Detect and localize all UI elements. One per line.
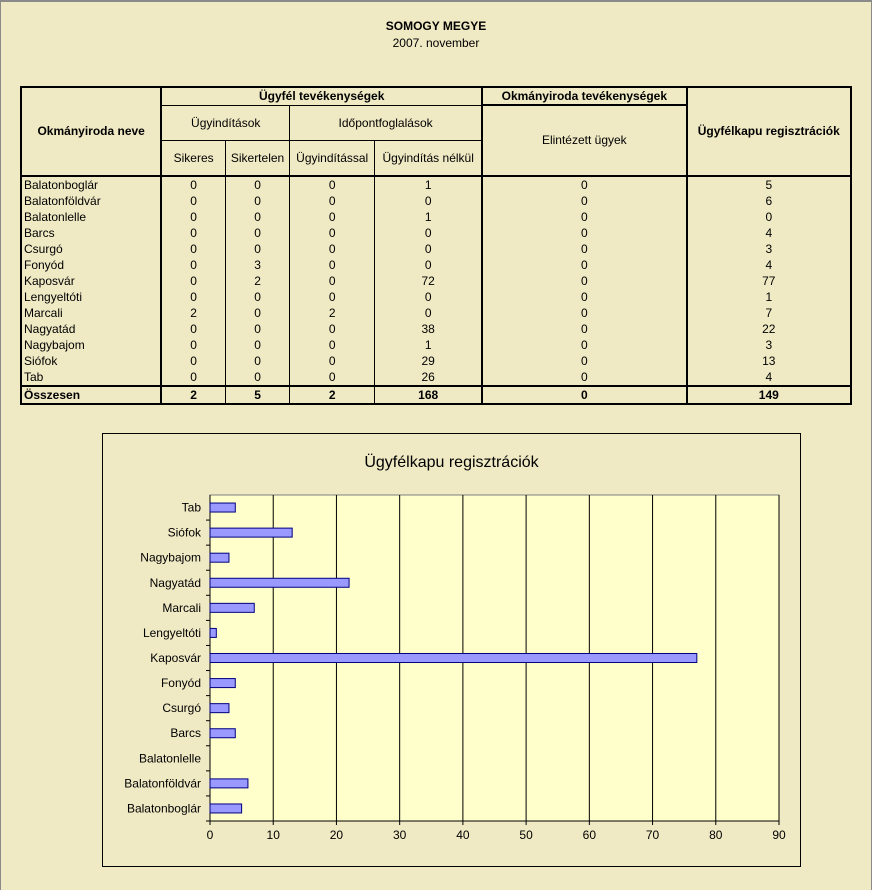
x-tick-label: 80 — [709, 828, 723, 842]
value-cell: 0 — [290, 241, 375, 257]
y-category-label: Tab — [181, 500, 201, 515]
header-unsuccessful: Sikertelen — [225, 140, 289, 176]
value-cell: 2 — [225, 273, 289, 289]
x-tick-label: 0 — [206, 828, 214, 842]
value-cell: 0 — [290, 209, 375, 225]
table-row — [21, 337, 851, 353]
value-cell: 0 — [290, 257, 375, 273]
bar — [210, 603, 254, 612]
value-cell: 0 — [161, 337, 225, 353]
office-name-cell: Fonyód — [24, 257, 65, 272]
office-name-cell: Barcs — [24, 225, 55, 240]
value-cell: 0 — [482, 225, 686, 241]
office-name-cell: Balatonföldvár — [24, 193, 101, 208]
value-cell: 13 — [687, 353, 851, 369]
bar — [210, 679, 235, 688]
y-category-label: Lengyeltóti — [142, 625, 201, 640]
value-cell: 0 — [290, 353, 375, 369]
table-row — [21, 225, 851, 241]
office-name-cell: Balatonlelle — [24, 209, 87, 224]
value-cell: 1 — [687, 289, 851, 305]
bar — [210, 503, 235, 512]
value-cell: 0 — [225, 289, 289, 305]
value-cell: 0 — [225, 305, 289, 321]
value-cell: 1 — [375, 337, 482, 353]
value-cell: 0 — [375, 241, 482, 257]
bar — [210, 804, 242, 813]
bar — [210, 553, 229, 562]
value-cell: 0 — [687, 209, 851, 225]
x-tick-label: 60 — [582, 828, 597, 842]
value-cell: 0 — [225, 353, 289, 369]
window-top-border — [0, 0, 872, 2]
y-category-label: Marcali — [162, 600, 201, 615]
value-cell: 0 — [225, 321, 289, 337]
value-cell: 29 — [375, 353, 482, 369]
value-cell: 0 — [482, 321, 686, 337]
value-cell: 0 — [161, 289, 225, 305]
x-tick-label: 90 — [772, 828, 786, 842]
value-cell: 0 — [482, 386, 686, 404]
y-category-label: Nagybajom — [140, 550, 201, 565]
value-cell: 0 — [290, 193, 375, 209]
value-cell: 0 — [161, 193, 225, 209]
value-cell: 2 — [161, 386, 225, 404]
y-category-label: Balatonboglár — [126, 801, 201, 816]
value-cell: 0 — [375, 305, 482, 321]
chart-panel — [102, 433, 801, 867]
value-cell: 0 — [161, 257, 225, 273]
value-cell: 0 — [290, 225, 375, 241]
value-cell: 38 — [375, 321, 482, 337]
value-cell: 0 — [375, 193, 482, 209]
value-cell: 2 — [290, 386, 375, 404]
total-row — [21, 386, 851, 404]
x-tick-label: 10 — [266, 828, 280, 842]
value-cell: 3 — [687, 337, 851, 353]
value-cell: 0 — [482, 369, 686, 386]
value-cell: 5 — [225, 386, 289, 404]
value-cell: 0 — [290, 273, 375, 289]
value-cell: 0 — [225, 225, 289, 241]
office-name-cell: Nagybajom — [24, 337, 85, 352]
value-cell: 4 — [687, 369, 851, 386]
value-cell: 0 — [375, 257, 482, 273]
value-cell: 0 — [225, 241, 289, 257]
y-category-label: Csurgó — [162, 701, 201, 716]
bar — [210, 704, 229, 713]
value-cell: 0 — [161, 273, 225, 289]
header-office-activities: Okmányiroda tevékenységek — [482, 87, 686, 105]
value-cell: 149 — [687, 386, 851, 404]
value-cell: 0 — [290, 289, 375, 305]
header-without-launch: Ügyindítás nélkül — [375, 140, 482, 176]
bar — [210, 628, 216, 637]
office-name-cell: Siófok — [24, 353, 58, 368]
table-row — [21, 257, 851, 273]
value-cell: 0 — [482, 193, 686, 209]
value-cell: 7 — [687, 305, 851, 321]
value-cell: 0 — [161, 369, 225, 386]
value-cell: 0 — [482, 241, 686, 257]
bar — [210, 729, 235, 738]
header-portal-registrations: Ügyfélkapu regisztrációk — [687, 87, 851, 176]
value-cell: 0 — [482, 176, 686, 193]
value-cell: 0 — [225, 337, 289, 353]
header-bookings: Időpontfoglalások — [290, 105, 482, 140]
value-cell: 0 — [482, 305, 686, 321]
value-cell: 0 — [482, 257, 686, 273]
table-row — [21, 209, 851, 225]
value-cell: 22 — [687, 321, 851, 337]
statistics-table — [20, 86, 852, 405]
bar-chart — [103, 434, 800, 866]
office-name-cell: Csurgó — [24, 241, 63, 256]
value-cell: 0 — [482, 273, 686, 289]
y-category-label: Nagyatád — [149, 575, 201, 590]
bar — [210, 654, 697, 663]
office-name-cell: Kaposvár — [24, 273, 75, 288]
value-cell: 5 — [687, 176, 851, 193]
table-row — [21, 353, 851, 369]
table-row — [21, 289, 851, 305]
value-cell: 77 — [687, 273, 851, 289]
value-cell: 0 — [482, 209, 686, 225]
value-cell: 0 — [225, 369, 289, 386]
x-tick-label: 20 — [329, 828, 344, 842]
value-cell: 0 — [225, 209, 289, 225]
value-cell: 1 — [375, 176, 482, 193]
value-cell: 0 — [161, 225, 225, 241]
value-cell: 72 — [375, 273, 482, 289]
value-cell: 0 — [290, 369, 375, 386]
office-name-cell: Összesen — [21, 386, 161, 404]
y-category-label: Fonyód — [160, 676, 201, 691]
value-cell: 3 — [687, 241, 851, 257]
y-category-label: Barcs — [170, 726, 201, 741]
value-cell: 0 — [161, 176, 225, 193]
value-cell: 0 — [161, 321, 225, 337]
page-subtitle: 2007. november — [392, 36, 480, 50]
value-cell: 6 — [687, 193, 851, 209]
value-cell: 0 — [290, 176, 375, 193]
table-row — [21, 273, 851, 289]
table-row — [21, 321, 851, 337]
header-with-launch: Ügyindítással — [290, 140, 375, 176]
value-cell: 4 — [687, 257, 851, 273]
window-left-border — [0, 0, 1, 890]
x-tick-label: 70 — [645, 828, 660, 842]
value-cell: 0 — [225, 193, 289, 209]
value-cell: 0 — [161, 353, 225, 369]
table-row — [21, 369, 851, 386]
header-completed-cases: Elintézett ügyek — [482, 105, 686, 176]
header-launches: Ügyindítások — [161, 105, 289, 140]
value-cell: 0 — [482, 289, 686, 305]
value-cell: 3 — [225, 257, 289, 273]
office-name-cell: Nagyatád — [24, 321, 76, 336]
value-cell: 26 — [375, 369, 482, 386]
value-cell: 0 — [482, 337, 686, 353]
value-cell: 0 — [290, 321, 375, 337]
table-row — [21, 176, 851, 193]
value-cell: 0 — [161, 209, 225, 225]
x-tick-label: 50 — [519, 828, 533, 842]
office-name-cell: Tab — [24, 369, 44, 384]
bar — [210, 578, 349, 587]
y-category-label: Kaposvár — [150, 651, 201, 665]
table-row — [21, 241, 851, 257]
value-cell: 2 — [161, 305, 225, 321]
value-cell: 1 — [375, 209, 482, 225]
value-cell: 0 — [161, 241, 225, 257]
value-cell: 0 — [482, 353, 686, 369]
page-title: SOMOGY MEGYE — [385, 19, 487, 33]
office-name-cell: Balatonboglár — [24, 177, 99, 192]
table-row — [21, 193, 851, 209]
office-name-cell: Marcali — [24, 305, 63, 320]
header-office-name: Okmányiroda neve — [21, 87, 161, 176]
value-cell: 0 — [375, 225, 482, 241]
office-name-cell: Lengyeltóti — [24, 289, 83, 304]
y-category-label: Siófok — [167, 525, 201, 540]
value-cell: 2 — [290, 305, 375, 321]
header-successful: Sikeres — [161, 140, 225, 176]
header-client-activities: Ügyfél tevékenységek — [161, 87, 482, 105]
x-tick-label: 40 — [456, 828, 470, 842]
table-row — [21, 305, 851, 321]
value-cell: 168 — [375, 386, 482, 404]
value-cell: 0 — [290, 337, 375, 353]
bar — [210, 779, 248, 788]
y-category-label: Balatonföldvár — [124, 776, 201, 791]
x-tick-label: 30 — [392, 828, 407, 842]
bar — [210, 528, 292, 537]
value-cell: 0 — [375, 289, 482, 305]
chart-title: Ügyfélkapu regisztrációk — [364, 454, 539, 471]
value-cell: 0 — [225, 176, 289, 193]
y-category-label: Balatonlelle — [138, 751, 201, 766]
value-cell: 4 — [687, 225, 851, 241]
